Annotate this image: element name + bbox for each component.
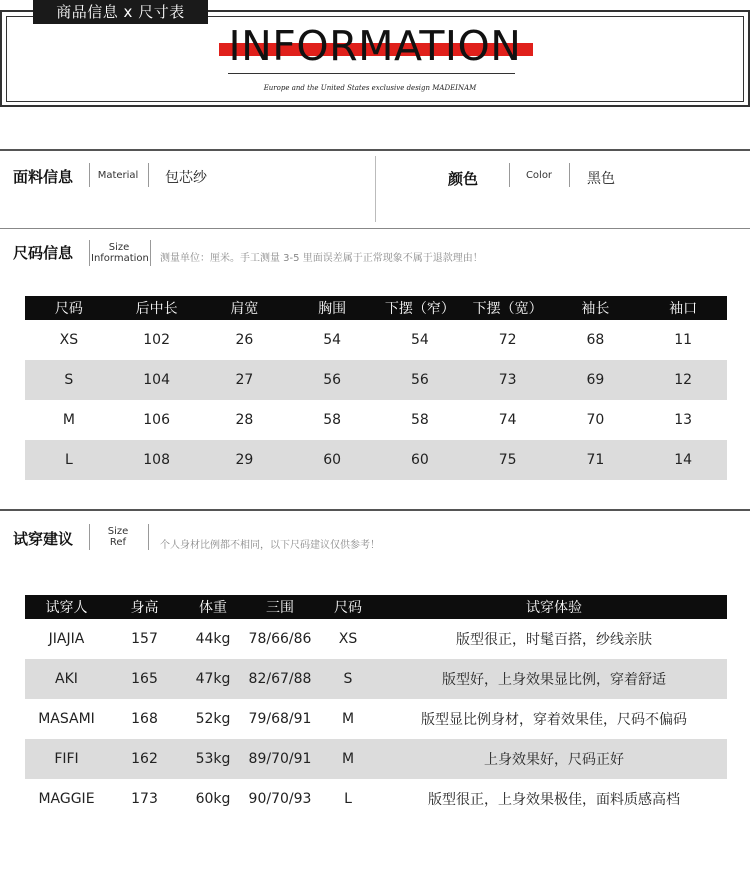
table-cell: L bbox=[344, 791, 352, 807]
section-tag: 商品信息 x 尺寸表 bbox=[33, 0, 208, 24]
table-cell: MASAMI bbox=[38, 711, 95, 727]
table-cell: M bbox=[62, 412, 75, 428]
table-cell: 29 bbox=[201, 440, 289, 480]
column-header: 后中长 bbox=[113, 296, 201, 320]
fit-info-en-line2: Ref bbox=[109, 537, 127, 548]
divider bbox=[569, 163, 570, 187]
size-info-en-line1: Size bbox=[108, 242, 130, 253]
table-cell: 78/66/86 bbox=[248, 631, 312, 647]
column-header: 尺码 bbox=[25, 296, 113, 320]
table-cell: XS bbox=[59, 332, 79, 348]
table-cell: 108 bbox=[113, 440, 201, 480]
size-table-body bbox=[25, 320, 727, 480]
table-cell: 56 bbox=[376, 360, 464, 400]
table-cell: L bbox=[25, 440, 113, 480]
table-cell: 11 bbox=[674, 332, 693, 348]
material-value: 包芯纱 bbox=[165, 170, 207, 186]
column-header: 身高 bbox=[108, 595, 181, 619]
size-table-row bbox=[25, 400, 727, 440]
table-cell: S bbox=[25, 360, 113, 400]
table-cell: S bbox=[315, 659, 381, 699]
table-cell: 74 bbox=[498, 412, 517, 428]
size-info-en-label bbox=[91, 242, 147, 264]
column-header: 下摆（窄） bbox=[376, 296, 464, 320]
size-table-header bbox=[25, 296, 727, 320]
column-header: 尺码 bbox=[315, 595, 381, 619]
column-header: 下摆（宽） bbox=[464, 296, 552, 320]
column-header: 肩宽 bbox=[201, 296, 289, 320]
size-table-row bbox=[25, 440, 727, 480]
table-cell: 版型很正，时髦百搭，纱线亲肤 bbox=[456, 632, 652, 648]
color-en-label: Color bbox=[525, 170, 553, 181]
column-header: 试穿人 bbox=[25, 595, 108, 619]
divider bbox=[0, 149, 750, 151]
table-cell: 58 bbox=[323, 412, 342, 428]
size-table-row bbox=[25, 320, 727, 360]
table-cell: FIFI bbox=[25, 739, 108, 779]
table-cell: 106 bbox=[143, 412, 170, 428]
divider bbox=[509, 163, 510, 187]
table-cell: 27 bbox=[201, 360, 289, 400]
table-cell: 69 bbox=[552, 360, 640, 400]
column-header: 三围 bbox=[245, 595, 315, 619]
divider bbox=[148, 524, 149, 550]
table-cell: 82/67/88 bbox=[245, 659, 315, 699]
color-value: 黑色 bbox=[587, 171, 615, 187]
divider bbox=[0, 228, 750, 229]
page-title: INFORMATION bbox=[228, 22, 522, 70]
fit-table-row bbox=[25, 739, 727, 779]
table-cell: 71 bbox=[552, 440, 640, 480]
fit-table-row bbox=[25, 699, 727, 739]
table-cell: 版型显比例身材，穿着效果佳，尺码不偏码 bbox=[421, 712, 687, 728]
table-cell: 173 bbox=[131, 791, 158, 807]
column-header: 胸围 bbox=[288, 296, 376, 320]
table-cell: 168 bbox=[131, 711, 158, 727]
table-cell: 79/68/91 bbox=[248, 711, 312, 727]
table-cell: 70 bbox=[586, 412, 605, 428]
table-cell: 157 bbox=[131, 631, 158, 647]
fit-info-en-label bbox=[94, 526, 142, 548]
table-cell: 版型很正，上身效果极佳，面料质感高档 bbox=[428, 792, 680, 808]
header-banner bbox=[0, 0, 750, 108]
fit-info-en-line1: Size bbox=[107, 526, 129, 537]
table-cell: 44kg bbox=[195, 631, 231, 647]
material-en-label: Material bbox=[97, 170, 139, 181]
table-cell: 56 bbox=[288, 360, 376, 400]
divider bbox=[89, 240, 90, 266]
table-cell: 版型好，上身效果显比例，穿着舒适 bbox=[381, 659, 727, 699]
divider bbox=[89, 163, 90, 187]
divider bbox=[0, 509, 750, 511]
column-header: 试穿体验 bbox=[381, 595, 727, 619]
table-cell: 60 bbox=[288, 440, 376, 480]
title-underline bbox=[228, 73, 515, 74]
table-cell: 60kg bbox=[195, 791, 231, 807]
table-cell: 14 bbox=[639, 440, 727, 480]
table-cell: 53kg bbox=[181, 739, 245, 779]
brand-slogan: Europe and the United States exclusive design MADEINAM bbox=[263, 84, 477, 92]
color-title: 颜色 bbox=[448, 170, 479, 188]
table-cell: 75 bbox=[464, 440, 552, 480]
table-cell: 28 bbox=[235, 412, 254, 428]
size-table-row bbox=[25, 360, 727, 400]
fit-table-row bbox=[25, 619, 727, 659]
table-cell: 52kg bbox=[195, 711, 231, 727]
table-cell: 165 bbox=[108, 659, 181, 699]
fit-table-row bbox=[25, 779, 727, 819]
table-cell: 90/70/93 bbox=[248, 791, 312, 807]
fit-table bbox=[25, 595, 727, 819]
column-header: 袖口 bbox=[639, 296, 727, 320]
table-cell: 26 bbox=[235, 332, 254, 348]
table-cell: M bbox=[341, 711, 355, 727]
fit-table-body bbox=[25, 619, 727, 819]
table-cell: XS bbox=[338, 631, 358, 647]
material-title: 面料信息 bbox=[13, 168, 74, 186]
table-cell: 54 bbox=[410, 332, 429, 348]
fit-info-note: 个人身材比例都不相同，以下尺码建议仅供参考！ bbox=[160, 540, 380, 551]
table-cell: 58 bbox=[410, 412, 429, 428]
size-info-note: 测量单位：厘米。手工测量 3-5 里面误差属于正常现象不属于退款理由！ bbox=[160, 253, 483, 264]
divider bbox=[89, 524, 90, 550]
divider bbox=[150, 240, 151, 266]
table-cell: 104 bbox=[113, 360, 201, 400]
table-cell: 12 bbox=[639, 360, 727, 400]
table-cell: 72 bbox=[498, 332, 517, 348]
size-table bbox=[25, 296, 727, 480]
table-cell: 47kg bbox=[181, 659, 245, 699]
divider bbox=[148, 163, 149, 187]
fit-table-row bbox=[25, 659, 727, 699]
table-cell: 68 bbox=[586, 332, 605, 348]
table-cell: JIAJIA bbox=[48, 631, 85, 647]
column-header: 体重 bbox=[181, 595, 245, 619]
table-cell: 73 bbox=[464, 360, 552, 400]
table-cell: 60 bbox=[376, 440, 464, 480]
table-cell: AKI bbox=[25, 659, 108, 699]
fit-info-title: 试穿建议 bbox=[13, 530, 74, 548]
column-header: 袖长 bbox=[552, 296, 640, 320]
table-cell: 上身效果好，尺码正好 bbox=[381, 739, 727, 779]
table-cell: 162 bbox=[108, 739, 181, 779]
table-cell: 89/70/91 bbox=[245, 739, 315, 779]
table-cell: 13 bbox=[674, 412, 693, 428]
table-cell: MAGGIE bbox=[38, 791, 95, 807]
table-cell: M bbox=[315, 739, 381, 779]
column-divider bbox=[375, 156, 376, 222]
table-cell: 54 bbox=[323, 332, 342, 348]
fit-table-header bbox=[25, 595, 727, 619]
size-info-title: 尺码信息 bbox=[13, 244, 74, 262]
size-info-en-line2: Information bbox=[91, 253, 149, 264]
table-cell: 102 bbox=[143, 332, 170, 348]
